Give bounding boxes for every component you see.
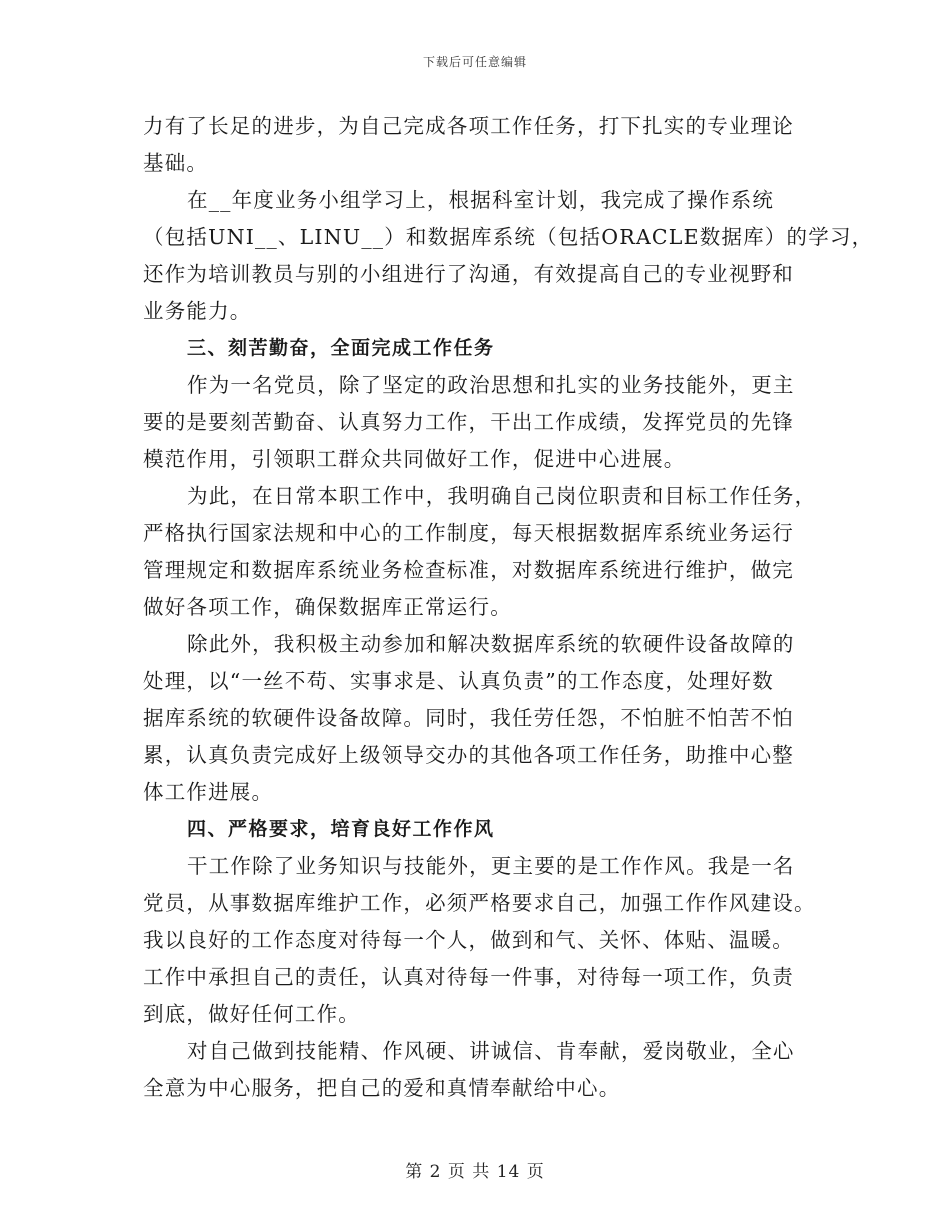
section-heading: 三、刻苦勤奋，全面完成工作任务 [187, 337, 495, 359]
paragraph-line: 严格执行国家法规和中心的工作制度，每天根据数据库系统业务运行 [143, 521, 794, 545]
paragraph-first-line: 作为一名党员，除了坚定的政治思想和扎实的业务技能外，更主 [187, 373, 795, 397]
paragraph-first-line: 在__年度业务小组学习上，根据科室计划，我完成了操作系统 [187, 188, 775, 212]
paragraph-first-line: 对自己做到技能精、作风硬、讲诚信、肯奉献，爱岗敬业，全心 [187, 1039, 795, 1063]
paragraph-line: 工作中承担自己的责任，认真对待每一件事，对待每一项工作，负责 [143, 965, 794, 989]
paragraph-line: 累，认真负责完成好上级领导交办的其他各项工作任务，助推中心整 [143, 743, 794, 767]
page-footer: 第 2 页 共 14 页 [405, 1162, 545, 1182]
paragraph-line: 据库系统的软硬件设备故障。同时，我任劳任怨，不怕脏不怕苦不怕 [143, 706, 794, 730]
section-heading: 四、严格要求，培育良好工作作风 [187, 818, 495, 840]
paragraph-line: 业务能力。 [143, 299, 252, 323]
paragraph-line: 做好各项工作，确保数据库正常运行。 [143, 595, 512, 619]
paragraph-first-line: 干工作除了业务知识与技能外，更主要的是工作作风。我是一名 [187, 854, 795, 878]
paragraph-line: 处理，以“一丝不苟、实事求是、认真负责”的工作态度，处理好数 [143, 669, 774, 693]
paragraph-line: 基础。 [143, 151, 209, 175]
paragraph-line: 模范作用，引领职工群众共同做好工作，促进中心进展。 [143, 447, 686, 471]
paragraph-line: 管理规定和数据库系统业务检查标准，对数据库系统进行维护，做完 [143, 558, 794, 582]
paragraph-first-line: 为此，在日常本职工作中，我明确自己岗位职责和目标工作任务， [187, 484, 817, 508]
paragraph-first-line: 除此外，我积极主动参加和解决数据库系统的软硬件设备故障的 [187, 632, 795, 656]
paragraph-line: 力有了长足的进步，为自己完成各项工作任务，打下扎实的专业理论 [143, 114, 794, 138]
page-header: 下载后可任意编辑 [422, 55, 527, 69]
paragraph-line: 体工作进展。 [143, 780, 274, 804]
paragraph-line: 全意为中心服务，把自己的爱和真情奉献给中心。 [143, 1076, 621, 1100]
paragraph-line: 党员，从事数据库维护工作，必须严格要求自己，加强工作作风建设。 [143, 891, 816, 915]
paragraph-line: 我以良好的工作态度对待每一个人，做到和气、关怀、体贴、温暖。 [143, 928, 794, 952]
document-body [143, 108, 874, 1107]
paragraph-line: （包括UNI__、LINU__）和数据库系统（包括ORACLE数据库）的学习， [143, 225, 874, 249]
paragraph-line: 到底，做好任何工作。 [143, 1002, 360, 1026]
paragraph-line: 要的是要刻苦勤奋、认真努力工作，干出工作成绩，发挥党员的先锋 [143, 410, 794, 434]
paragraph-line: 还作为培训教员与别的小组进行了沟通，有效提高自己的专业视野和 [143, 262, 794, 286]
